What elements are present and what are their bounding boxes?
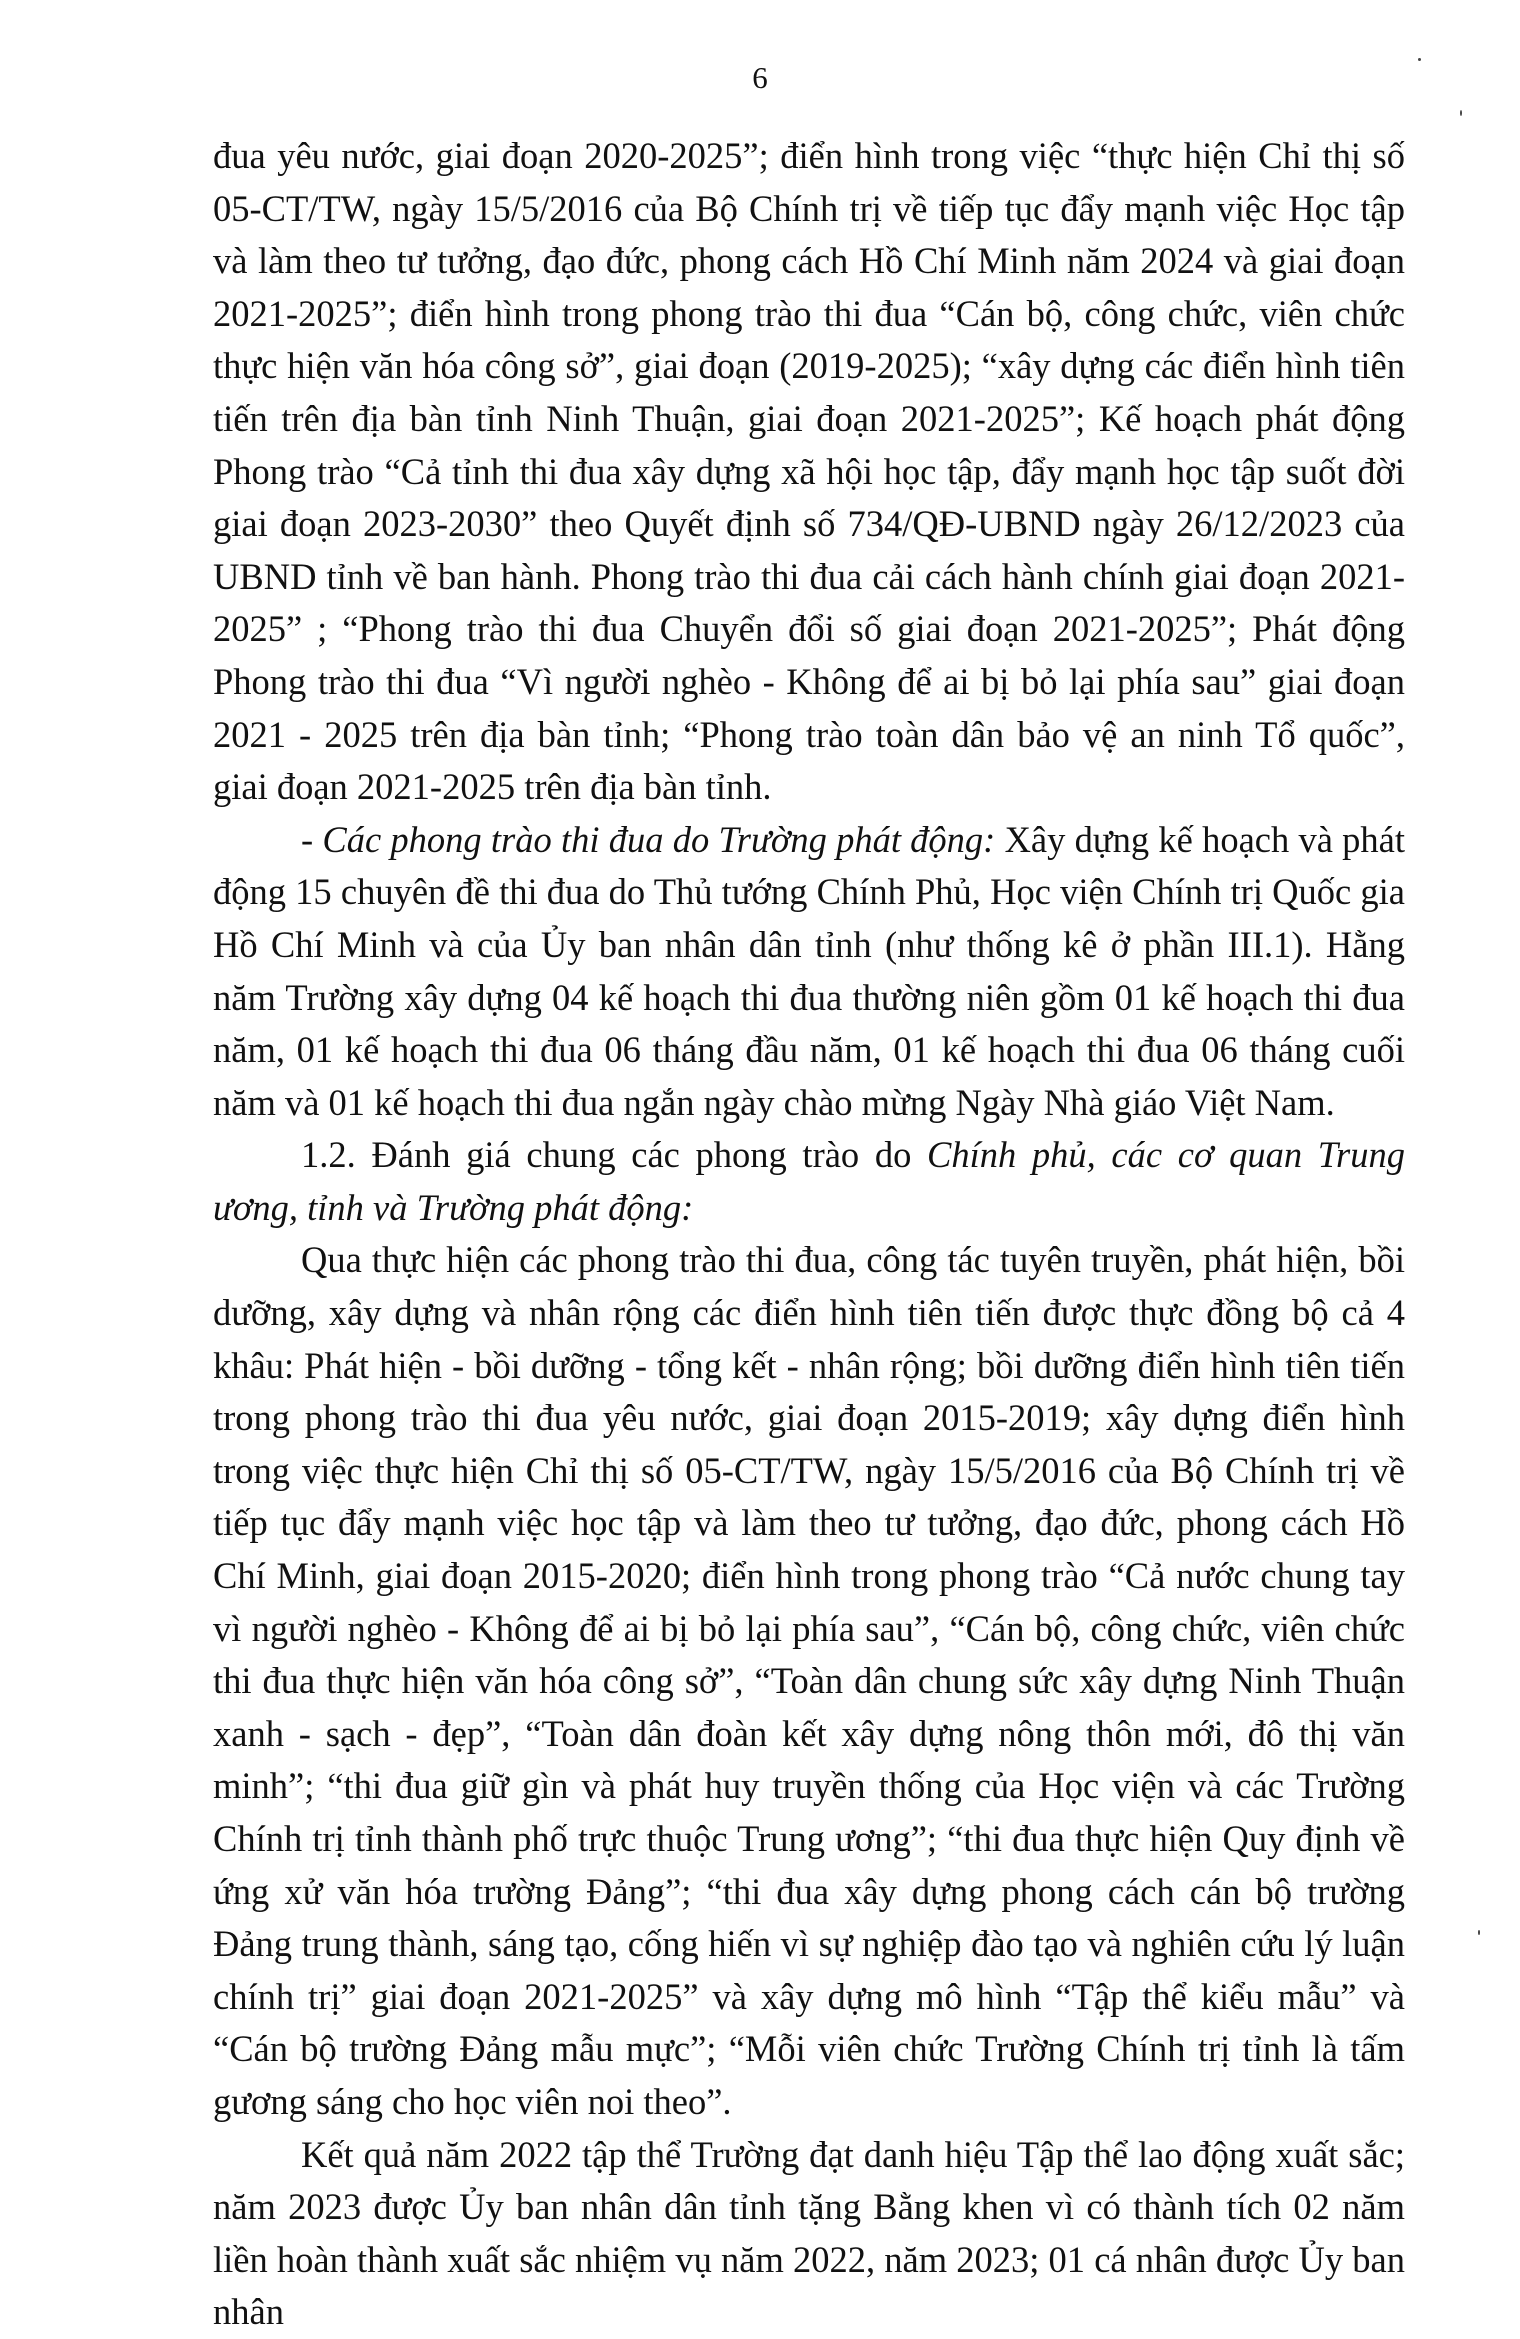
page-number: 6 — [752, 60, 768, 95]
paragraph-text: đua yêu nước, giai đoạn 2020-2025”; điển hình trong việc “thực hiện Chỉ thị số 05-CT/TW, ngày 15/5/2016 của Bộ Chính trị về tiếp tục đẩy mạnh việc Học tập và làm theo tư tưởng, đạo đức, phong cách Hồ Chí Minh năm 2024 và giai đoạn 2021-2025”; điển hình trong phong trào thi đua “Cán bộ, công chức, viên chức thực hiện văn hóa công sở”, giai đoạn (2019-2025); “xây dựng các điển hình tiên tiến trên địa bàn tỉnh Ninh Thuận, giai đoạn 2021-2025”; Kế hoạch phát động Phong trào “Cả tỉnh thi đua xây dựng xã hội học tập, đẩy mạnh học tập suốt đời giai đoạn 2023-2030” theo Quyết định số 734/QĐ-UBND ngày 26/12/2023 của UBND tỉnh về ban hành. Phong trào thi đua cải cách hành chính giai đoạn 2021-2025” ; “Phong trào thi đua Chuyển đổi số giai đoạn 2021-2025”; Phát động Phong trào thi đua “Vì người nghèo - Không để ai bị bỏ lại phía sau” giai đoạn 2021 - 2025 trên địa bàn tỉnh; “Phong trào toàn dân bảo vệ an ninh Tổ quốc”, giai đoạn 2021-2025 trên địa bàn tỉnh. — [213, 135, 1405, 808]
section-heading-1-2 — [213, 1129, 1405, 1234]
document-body — [213, 130, 1405, 2339]
paragraph-general-assessment — [213, 1234, 1405, 2128]
section-heading-lead: 1.2. Đánh giá chung các phong trào do — [301, 1134, 927, 1176]
paragraph-text: Kết quả năm 2022 tập thể Trường đạt danh hiệu Tập thể lao động xuất sắc; năm 2023 được Ủy ban nhân dân tỉnh tặng Bằng khen vì có thành tích 02 năm liền hoàn thành xuất sắc nhiệm vụ năm 2022, năm 2023; 01 cá nhân được Ủy ban nhân — [213, 2133, 1405, 2333]
scan-speck — [1478, 1930, 1480, 1935]
paragraph-lead-italic: - Các phong trào thi đua do Trường phát động: — [301, 818, 996, 860]
scan-speck — [1460, 110, 1462, 116]
paragraph-emulation-movements-continued — [213, 130, 1405, 814]
section-heading-italic: Chính phủ, các cơ quan Trung ương, tỉnh và Trường phát động: — [213, 1134, 1405, 1228]
paragraph-school-movements — [213, 814, 1405, 1130]
scan-speck — [1418, 58, 1421, 61]
paragraph-text: Qua thực hiện các phong trào thi đua, công tác tuyên truyền, phát hiện, bồi dưỡng, xây dựng và nhân rộng các điển hình tiên tiến được thực đồng bộ cả 4 khâu: Phát hiện - bồi dưỡng - tổng kết - nhân rộng; bồi dưỡng điển hình tiên tiến trong phong trào thi đua yêu nước, giai đoạn 2015-2019; xây dựng điển hình trong việc thực hiện Chỉ thị số 05-CT/TW, ngày 15/5/2016 của Bộ Chính trị về tiếp tục đẩy mạnh việc học tập và làm theo tư tưởng, đạo đức, phong cách Hồ Chí Minh, giai đoạn 2015-2020; điển hình trong phong trào “Cả nước chung tay vì người nghèo - Không để ai bị bỏ lại phía sau”, “Cán bộ, công chức, viên chức thi đua thực hiện văn hóa công sở”, “Toàn dân chung sức xây dựng Ninh Thuận xanh - sạch - đẹp”, “Toàn dân đoàn kết xây dựng nông thôn mới, đô thị văn minh”; “thi đua giữ gìn và phát huy truyền thống của Học viện và các Trường Chính trị tỉnh thành phố trực thuộc Trung ương”; “thi đua thực hiện Quy định về ứng xử văn hóa trường Đảng”; “thi đua xây dựng phong cách cán bộ trường Đảng trung thành, sáng tạo, cống hiến vì sự nghiệp đào tạo và nghiên cứu lý luận chính trị” giai đoạn 2021-2025” và xây dựng mô hình “Tập thể kiểu mẫu” và “Cán bộ trường Đảng mẫu mực”; “Mỗi viên chức Trường Chính trị tỉnh là tấm gương sáng cho học viên noi theo”. — [213, 1239, 1405, 2122]
paragraph-results — [213, 2129, 1405, 2339]
paragraph-text: Xây dựng kế hoạch và phát động 15 chuyên đề thi đua do Thủ tướng Chính Phủ, Học viện Chính trị Quốc gia Hồ Chí Minh và của Ủy ban nhân dân tỉnh (như thống kê ở phần III.1). Hằng năm Trường xây dựng 04 kế hoạch thi đua thường niên gồm 01 kế hoạch thi đua năm, 01 kế hoạch thi đua 06 tháng đầu năm, 01 kế hoạch thi đua 06 tháng cuối năm và 01 kế hoạch thi đua ngắn ngày chào mừng Ngày Nhà giáo Việt Nam. — [213, 818, 1405, 1123]
